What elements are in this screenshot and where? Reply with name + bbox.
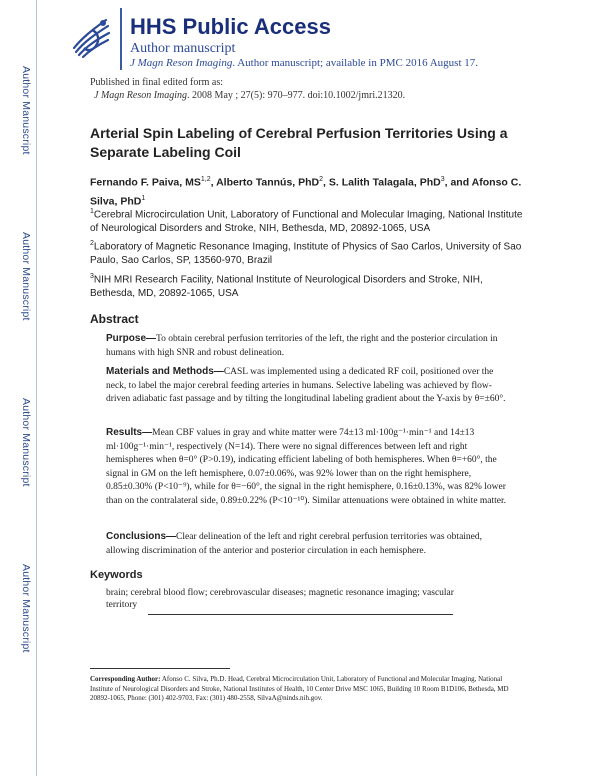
author-name: S. Lalith Talagala, PhD — [328, 176, 441, 189]
page-title: HHS Public Access — [130, 14, 331, 39]
purpose-label: Purpose— — [106, 333, 157, 344]
corresponding-author-text: Afonso C. Silva, Ph.D. Head, Cerebral Microcirculation Unit, Laboratory of Functional and Molecular Imaging, National Institute of Neurological Disorders and Stroke, National Institutes of Health, 10 Center Drive MSC 1065, Building 10 Room B1D106, Bethesda, MD 20892-1065, Phone: (301) 402-9703, Fax: (301) 480-2558, SilvaA@ninds.nih.gov. — [90, 675, 509, 702]
author-affiliation-ref: 1 — [141, 194, 146, 202]
author-affiliation-ref: 3 — [440, 176, 445, 183]
citation-details: . 2008 May ; 27(5): 970–977. doi:10.1002/jmri.21320. — [187, 90, 406, 101]
section-divider — [148, 614, 453, 615]
keywords-text: brain; cerebral blood flow; cerebrovascular diseases; magnetic resonance imaging; vascular territory — [106, 588, 454, 610]
header-availability: . Author manuscript; available in PMC 2016 August 17. — [232, 57, 478, 69]
sidebar-label-author-manuscript: Author Manuscript — [20, 564, 32, 653]
author-separator: , and — [444, 176, 472, 189]
abstract-heading: Abstract — [90, 312, 139, 326]
abstract-purpose — [106, 332, 516, 360]
conclusions-text: Clear delineation of the left and right cerebral perfusion territories was obtained, allowing discrimination of the anterior and posterior circulation in each hemisphere. — [106, 532, 483, 556]
affiliation-text: Laboratory of Magnetic Resonance Imaging, Institute of Physics of Sao Carlos, University of Sao Paulo, Sao Carlos, SP, 13560-970, Brazil — [90, 241, 522, 267]
conclusions-label: Conclusions— — [106, 531, 177, 542]
corresponding-author-footnote — [90, 675, 510, 704]
purpose-text: To obtain cerebral perfusion territories of the left, the right and the posterior circulation in humans with high SNR and robust delineation. — [106, 334, 498, 358]
results-text: Mean CBF values in gray and white matter were 74±13 ml·100g⁻¹·min⁻¹ and 14±13 ml·100g⁻¹·min⁻¹, respectively (N=14). There were no signal differences between left and right hemispheres when θ=0° (P>0.19), indicating efficient labeling of both hemispheres. When θ=+60°, the signal in GM on the left hemisphere, 0.07±0.06%, was 92% lower than on the right hemisphere, 0.85±0.30% (P<10⁻⁹), while for θ=−60°, the signal in the right hemisphere, 0.16±0.13%, was 82% lower than on the contralateral side, 0.89±0.22% (P<10⁻¹⁰). Similar attenuations were obtained in white matter. — [106, 428, 507, 506]
author-affiliation-ref: 2 — [319, 176, 324, 183]
author-name: Afonso C. Silva, PhD — [90, 176, 522, 207]
author-separator: , — [323, 176, 329, 189]
header-subtitle: Author manuscript — [130, 41, 236, 56]
publication-info — [90, 76, 405, 102]
header-journal-name: J Magn Reson Imaging — [130, 57, 233, 69]
affiliation — [90, 205, 530, 236]
author-name: Fernando F. Paiva, MS — [90, 176, 201, 189]
header-divider — [120, 8, 122, 70]
sidebar-label-author-manuscript: Author Manuscript — [20, 66, 32, 155]
author-affiliation-ref: 1,2 — [200, 176, 211, 183]
corresponding-author-label: Corresponding Author: — [90, 675, 161, 683]
methods-label: Materials and Methods— — [106, 366, 224, 377]
sidebar-divider — [36, 0, 37, 776]
affiliation — [90, 270, 530, 301]
sidebar-label-author-manuscript: Author Manuscript — [20, 232, 32, 321]
affiliation-number: 3 — [90, 273, 94, 280]
citation-journal: J Magn Reson Imaging — [94, 90, 188, 101]
sidebar-label-author-manuscript: Author Manuscript — [20, 398, 32, 487]
author-name: Alberto Tannús, PhD — [216, 176, 320, 189]
affiliation-number: 1 — [90, 208, 94, 215]
affiliation — [90, 237, 530, 268]
hhs-eagle-logo-icon — [64, 8, 116, 60]
results-label: Results— — [106, 427, 153, 438]
methods-text: CASL was implemented using a dedicated RF coil, positioned over the neck, to label the major cerebral feeding arteries in humans. Selective labeling was achieved by flow-driven adiabatic fast passage and by tilting the longitudinal labeling gradient about the Y-axis by θ=±60°. — [106, 367, 506, 404]
left-sidebar — [0, 0, 34, 776]
abstract-conclusions — [106, 530, 516, 558]
author-list — [90, 172, 530, 209]
affiliation-number: 2 — [90, 240, 94, 247]
keywords-heading: Keywords — [90, 569, 143, 581]
hhs-header — [64, 8, 584, 70]
article-title: Arterial Spin Labeling of Cerebral Perfusion Territories Using a Separate Labeling Coil — [90, 125, 508, 160]
header-journal-line — [130, 57, 478, 69]
affiliation-text: NIH MRI Research Facility, National Institute of Neurological Disorders and Stroke, NIH, Bethesda, MD, 20892-1065, USA — [90, 274, 483, 300]
abstract-methods — [106, 365, 516, 407]
author-separator: , — [210, 176, 217, 189]
citation — [90, 89, 405, 102]
published-label: Published in final edited form as: — [90, 77, 224, 88]
affiliation-text: Cerebral Microcirculation Unit, Laboratory of Functional and Molecular Imaging, National Institute of Neurological Disorders and Stroke, NIH, Bethesda, MD, 20892-1065, USA — [90, 209, 523, 235]
abstract-results — [106, 426, 516, 508]
footnote-divider — [90, 668, 230, 669]
